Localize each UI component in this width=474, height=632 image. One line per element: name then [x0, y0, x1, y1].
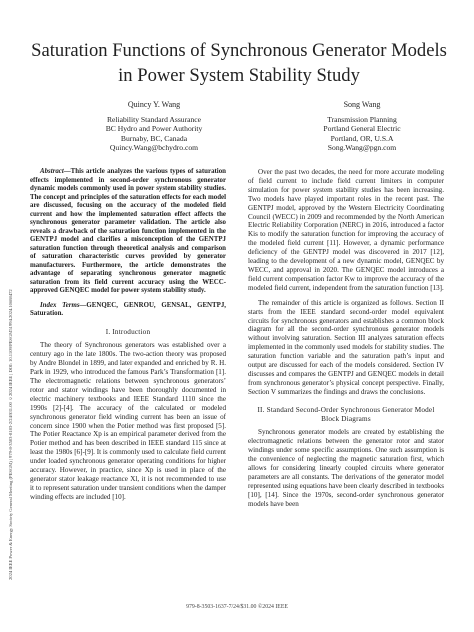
abstract	[30, 168, 226, 296]
index-terms	[30, 302, 226, 319]
index-terms-label: Index Terms	[40, 301, 80, 309]
paper-title: Saturation Functions of Synchronous Generator Models in Power System Stability Study	[31, 40, 447, 86]
left-column	[30, 168, 226, 502]
author-company: Portland General Electric	[323, 124, 401, 134]
author-email: Quincy.Wang@bchydro.com	[109, 143, 199, 153]
section-2-paragraph: Synchronous generator models are created by establishing the electromagnetic relations between the generator rotor and stator windings under some specific assumptions. One such assumption is the convenience of neglecting the magnetic saturation first, which allows for considering linearly coupled circuits where generator parameters are all constants. The derivations of the generator model represented using equations have been clearly described in textbooks [10], [14]. Since the 1970s, second-order synchronous generator models have been	[248, 428, 444, 508]
doi-sidebar: 2024 IEEE Power & Energy Society General Meeting (PESGM) | 979-8-3503-8183-2/24/$31.00 ©2024 IEEE | DOI: 10.1109/PESGM51994.2024.10688472	[8, 289, 13, 580]
abstract-label: Abstract	[40, 168, 64, 175]
author-name: Quincy Y. Wang	[127, 100, 181, 109]
author-block-2	[277, 100, 447, 153]
body-paragraph: Over the past two decades, the need for more accurate modeling of field current to include field current limiters in computer simulation for power system stability studies has been increasing. Two models have played important roles in the recent past. The GENTPJ model, approved by the Western Electricity Coordinating Council (WECC) in 2009 and recommended by the North American Electric Reliability Corporation (NERC) in 2016, introduced a factor Kis to modify the saturation function for improving the accuracy of the modeled field current [11]. However, a dynamic performance deficiency of the GENTPJ model was discovered in 2017 [12], leading to the development of a new dynamic model, GENQEC by WECC, and approval in 2020. The GENQEC model introduces a field current compensation factor Kw to improve the accuracy of the modeled field current, independent from the saturation function [13].	[248, 168, 444, 292]
author-name: Song Wang	[343, 100, 381, 109]
abstract-text: —This article analyzes the various types of saturation effects implemented in second-order synchronous generator dynamic models commonly used in power system stability studies. The concept and principles of the saturation effects for each model are discussed, focusing on the accuracy of the modeled field current and how the implemented saturation effect affects the synchronous generator parameter validation. The article also reveals a drawback of the saturation function implemented in the GENTPJ model and clarifies a misconception of the GENTPJ saturation function through theoretical analysis and comparison of saturation characteristic curves provided by generator manufacturers. Furthermore, the article demonstrates the advantage of separating synchronous generator magnetic saturation from its field current accuracy using the WECC-approved GENQEC model for power system stability study.	[30, 168, 226, 294]
section-heading-block-diagrams: II. Standard Second-Order Synchronous Generator Model Block Diagrams	[257, 405, 435, 423]
author-email: Song.Wang@pgn.com	[327, 143, 397, 153]
author-block-1	[69, 100, 239, 153]
author-company: BC Hydro and Power Authority	[105, 124, 203, 134]
author-org: Reliability Standard Assurance	[106, 114, 202, 124]
author-location: Burnaby, BC, Canada	[120, 133, 188, 143]
introduction-paragraph: The theory of Synchronous generators was established over a century ago in the late 1800s. The two-action theory was proposed by Andre Blondel in 1899, and later expanded and enriched by R. H. Park in 1929, who introduced the famous Park’s Transformation [1]. The electromagnetic relations between synchronous generators’ rotor and stator windings have been thoroughly documented in electric machinery textbooks and IEEE Standard 1110 since the 1990s [2]-[4]. The accuracy of the calculated or modeled synchronous generator field winding current has been an issue of concern since 1900 when the Potier method was first proposed [5]. The Potier Reactance Xp is an empirical parameter derived from the Potier method and has been described in IEEE standard 115 since at least the 1980s [6]-[9]. It is commonly used to calculate field current under loaded synchronous generator operating conditions for higher accuracy. However, in practice, since Xp is used in place of the generator stator leakage reactance Xl, it is not recommended to use it to represent saturation under transient conditions when the damper winding effects are included [10].	[30, 341, 226, 501]
author-location: Portland, OR, U.S.A	[330, 133, 394, 143]
index-terms-text: —GENQEC, GENROU, GENSAL, GENTPJ, Saturation.	[30, 301, 226, 317]
right-column	[248, 168, 444, 509]
author-org: Transmission Planning	[327, 114, 397, 124]
body-paragraph: The remainder of this article is organized as follows. Section II starts from the IEEE standard second-order model equivalent circuits for synchronous generators and establishes a common block diagram for all the second-order synchronous generator models without involving saturation. Section III analyzes saturation effects implemented in the commonly used models for stability studies. The saturation function variable and the saturation path’s input and output are discussed for each of the models considered. Section IV discusses and compares the GENTPJ and GENQEC models in detail from synchronous generator’s physical concept perspective. Finally, Section V summarizes the findings and draws the conclusions.	[248, 298, 444, 396]
section-heading-introduction: I. Introduction	[105, 327, 151, 336]
page-footer: 979-8-3503-1637-7/24/$31.00 ©2024 IEEE	[186, 604, 288, 610]
